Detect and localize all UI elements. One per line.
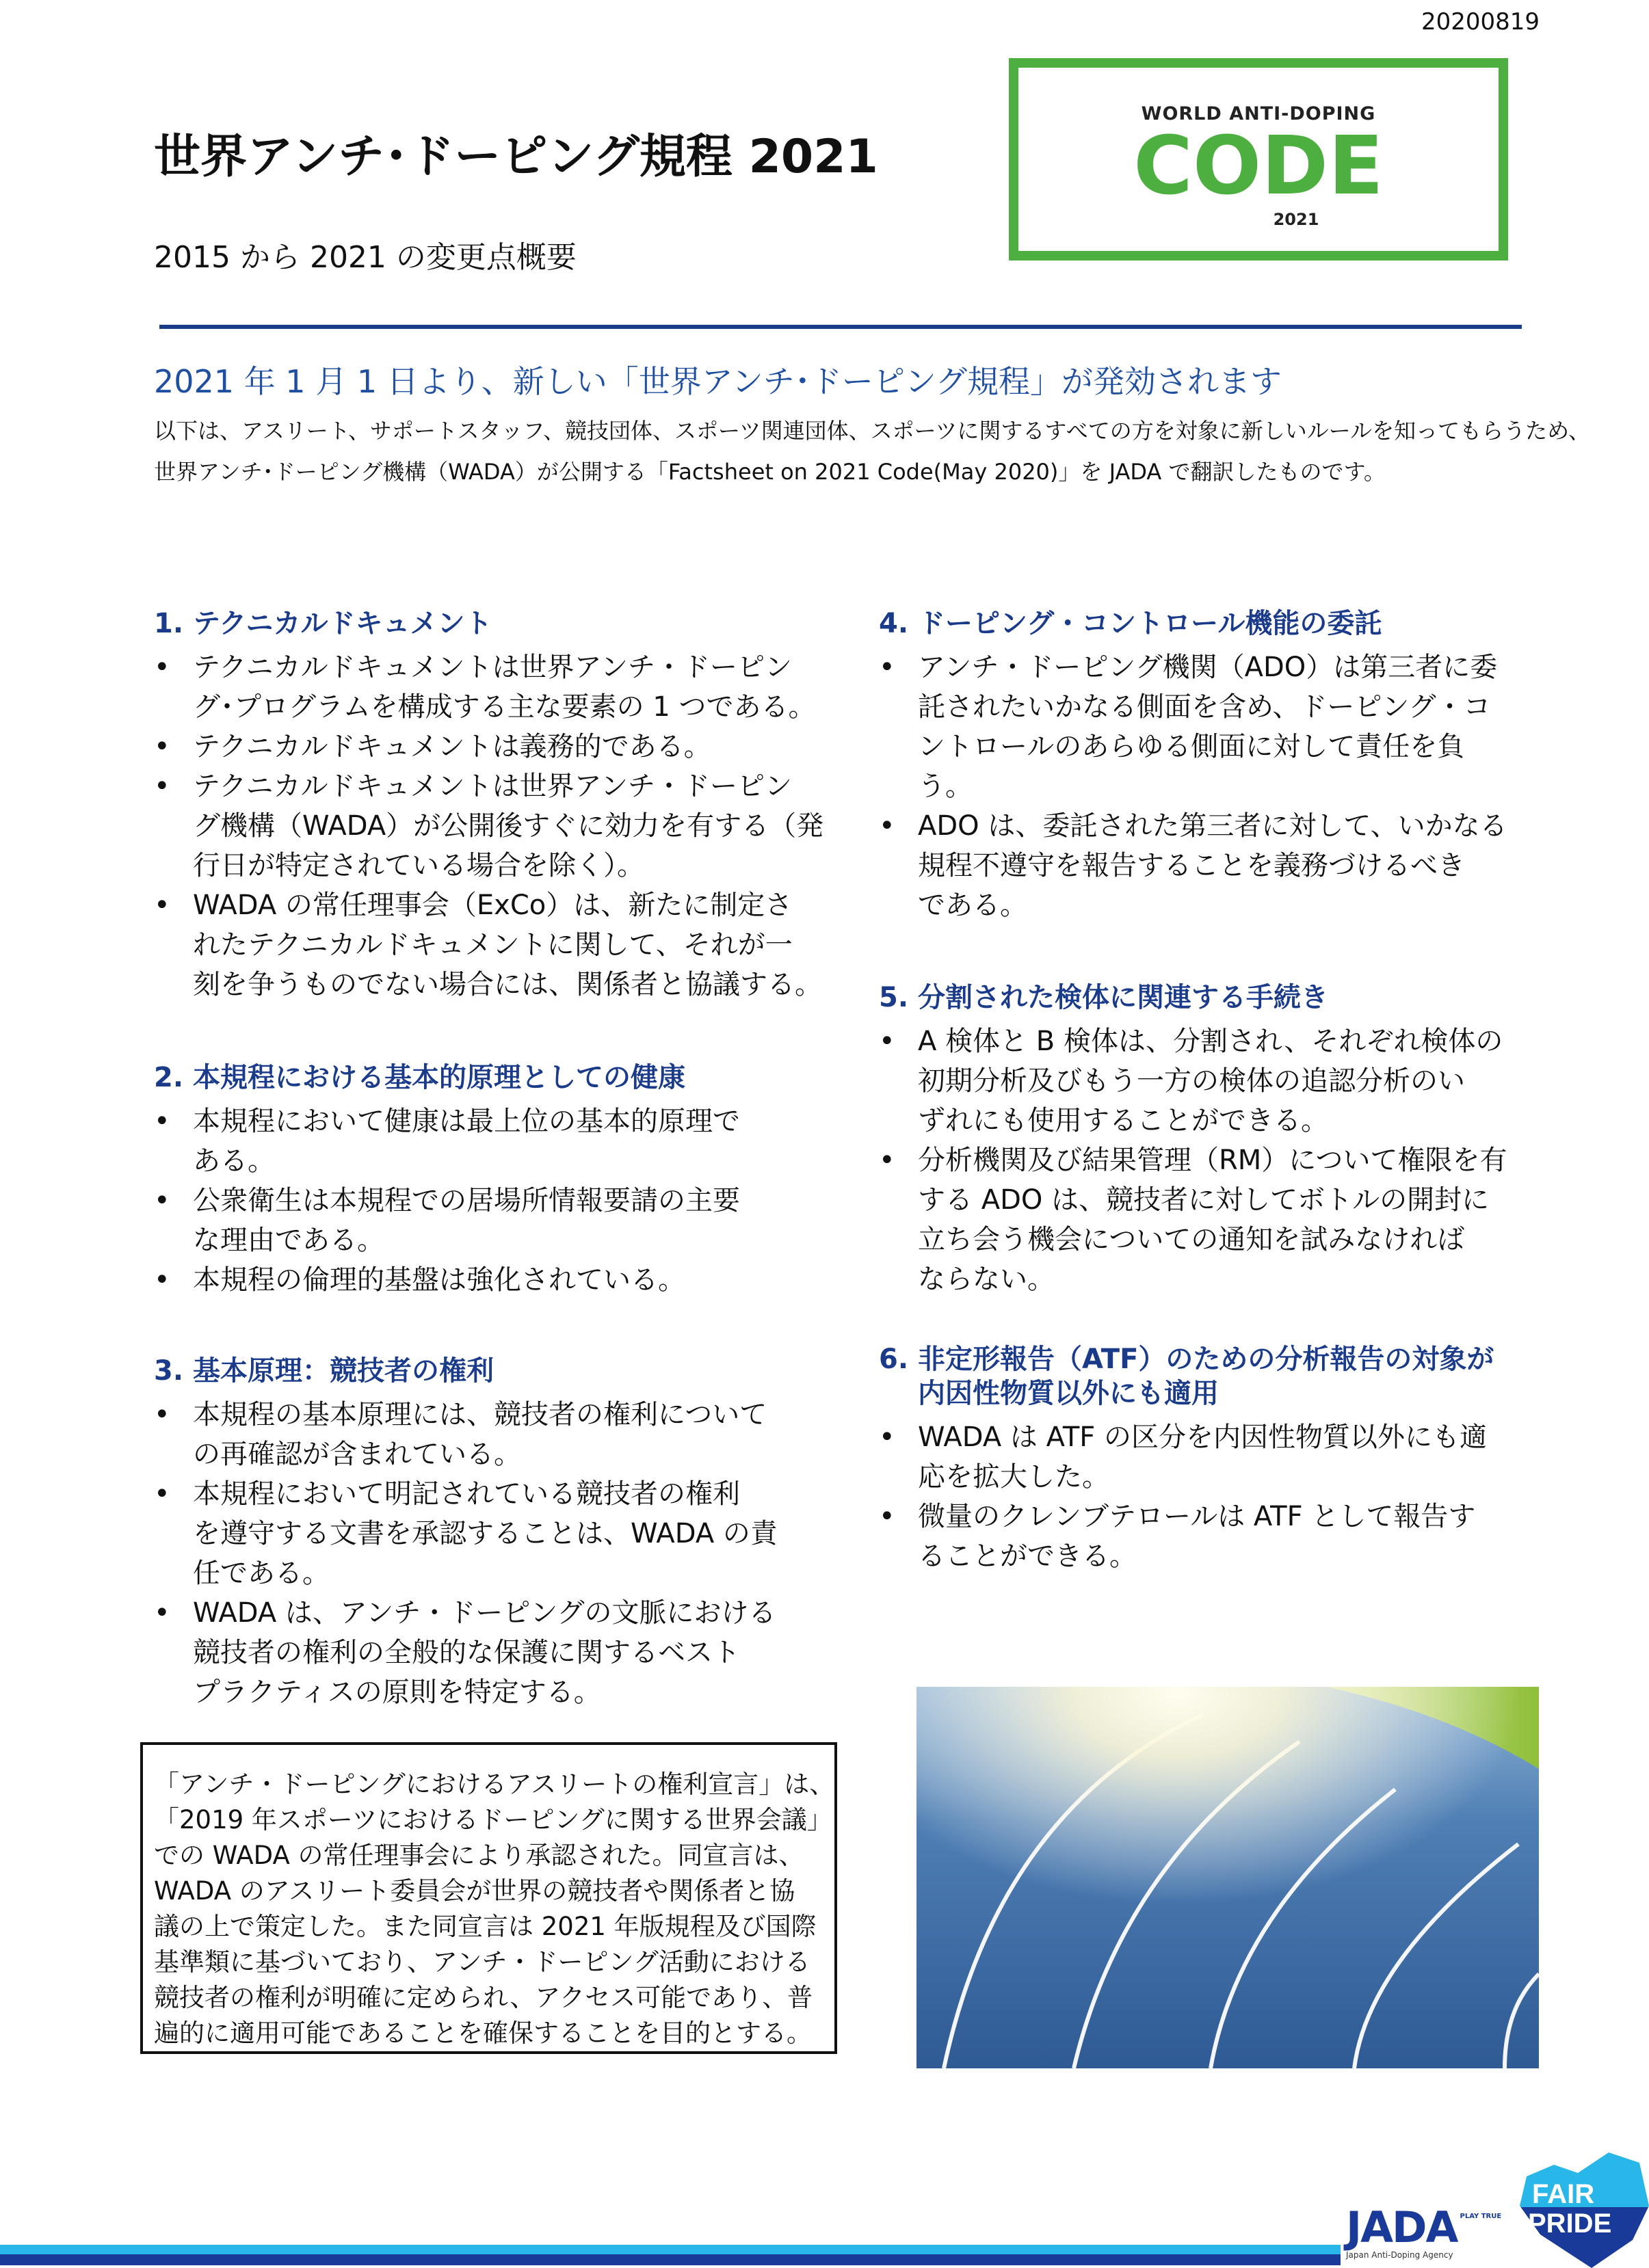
bullet-text-line: の再確認が含まれている。 bbox=[193, 1439, 521, 1470]
bullet-text-line: ることができる。 bbox=[918, 1540, 1137, 1572]
bullet-text-line: ADO は、委託された第三者に対して、いかなる bbox=[918, 810, 1507, 842]
wada-code-logo bbox=[1009, 58, 1508, 261]
bullet-text-line: 本規程において健康は最上位の基本的原理で bbox=[193, 1106, 740, 1137]
section-heading: 5. 分割された検体に関連する手続き bbox=[879, 982, 1328, 1013]
section-heading: 4. ドーピング・コントロール機能の委託 bbox=[879, 608, 1382, 639]
bullet-item bbox=[154, 727, 823, 766]
bullet-text-line: アンチ・ドーピング機関（ADO）は第三者に委 bbox=[918, 652, 1498, 683]
bullet-text-line: 分析機関及び結果管理（RM）について権限を有 bbox=[918, 1145, 1507, 1176]
bullet-item bbox=[154, 1474, 778, 1593]
section-heading: 1. テクニカルドキュメント bbox=[154, 608, 492, 639]
bullet-item bbox=[154, 1260, 740, 1300]
bullet-text-line: WADA は ATF の区分を内因性物質以外にも適 bbox=[918, 1422, 1488, 1453]
bullet-icon: • bbox=[154, 1597, 170, 1629]
bullet-text-line: WADA の常任理事会（ExCo）は、新たに制定さ bbox=[193, 890, 793, 921]
bullet-icon: • bbox=[154, 1399, 170, 1430]
bullet-icon: • bbox=[154, 1264, 170, 1296]
section-technical-documents bbox=[154, 606, 823, 1004]
section-delegation bbox=[879, 606, 1507, 925]
intro-line: 以下は、アスリート、サポートスタッフ、競技団体、スポーツ関連団体、スポーツに関するすべての方を対象に新しいルールを知ってもらうため、 bbox=[154, 418, 1590, 444]
note-text-line: 基準類に基づいており、アンチ・ドーピング活動における bbox=[154, 1947, 810, 1977]
bullet-text-line: 刻を争うものでない場合には、関係者と協議する。 bbox=[193, 969, 822, 1000]
bullet-text-line: テクニカルドキュメントは義務的である。 bbox=[193, 731, 711, 762]
section-split-samples bbox=[879, 980, 1507, 1299]
bullet-item bbox=[879, 1417, 1494, 1497]
logo-line1: WORLD ANTI-DOPING bbox=[1141, 103, 1376, 124]
section-heading: 6. 非定形報告（ATF）のための分析報告の対象が bbox=[879, 1344, 1494, 1375]
page-subtitle: 2015 から 2021 の変更点概要 bbox=[154, 240, 577, 275]
section-heading: 2. 本規程における基本的原理としての健康 bbox=[154, 1062, 685, 1093]
fair-text: FAIR bbox=[1532, 2179, 1595, 2209]
bullet-text-line: う。 bbox=[918, 771, 973, 802]
bullet-icon: • bbox=[879, 1145, 895, 1176]
bullet-text-line: 本規程の倫理的基盤は強化されている。 bbox=[193, 1264, 685, 1296]
logo-line3: 2021 bbox=[1273, 210, 1319, 229]
bullet-text-line: プラクティスの原則を特定する。 bbox=[193, 1677, 601, 1708]
note-text-line: 遍的に適用可能であることを確保することを目的とする。 bbox=[154, 2018, 812, 2048]
bullet-text-line: 規程不遵守を報告することを義務づけるべき bbox=[918, 850, 1465, 881]
section-health-principle bbox=[154, 1060, 740, 1300]
bullet-text-line: する ADO は、競技者に対してボトルの開封に bbox=[918, 1184, 1490, 1216]
bullet-text-line: ずれにも使用することができる。 bbox=[918, 1105, 1328, 1136]
jada-logo bbox=[1346, 2202, 1517, 2268]
note-text-line: 競技者の権利が明確に定められ、アクセス可能であり、普 bbox=[154, 1983, 813, 2012]
bullet-item bbox=[154, 1181, 740, 1260]
bullet-icon: • bbox=[154, 771, 170, 802]
jada-tagline: PLAY TRUE bbox=[1460, 2213, 1502, 2220]
bullet-icon: • bbox=[879, 1026, 895, 1057]
note-text-line: 「アンチ・ドーピングにおけるアスリートの権利宣言」は、 bbox=[154, 1770, 835, 1799]
note-text-line: 「2019 年スポーツにおけるドーピングに関する世界会議」 bbox=[154, 1805, 832, 1835]
intro-line: 世界アンチ･ドーピング機構（WADA）が公開する「Factsheet on 2021 Code(May 2020)」を JADA で翻訳したものです。 bbox=[154, 459, 1386, 485]
bullet-text-line: 託されたいかなる側面を含め、ドーピング・コ bbox=[918, 691, 1491, 723]
bullet-item bbox=[154, 648, 823, 727]
running-track-photo bbox=[916, 1687, 1539, 2068]
bullet-icon: • bbox=[879, 810, 895, 842]
bullet-text-line: ントロールのあらゆる側面に対して責任を負 bbox=[918, 731, 1465, 762]
bullet-text-line: グ･プログラムを構成する主な要素の 1 つである。 bbox=[193, 691, 816, 723]
note-text-line: での WADA の常任理事会により承認された。同宣言は、 bbox=[154, 1841, 804, 1870]
bullet-text-line: グ機構（WADA）が公開後すぐに効力を有する（発 bbox=[193, 810, 824, 842]
section-heading-continued: 内因性物質以外にも適用 bbox=[918, 1378, 1219, 1409]
bullet-icon: • bbox=[154, 652, 170, 683]
bullet-text-line: 応を拡大した。 bbox=[918, 1461, 1109, 1493]
bullet-icon: • bbox=[154, 1185, 170, 1216]
logo-line2: CODE bbox=[1133, 118, 1384, 213]
bullet-item bbox=[154, 766, 823, 885]
bullet-text-line: 本規程の基本原理には、競技者の権利について bbox=[193, 1399, 767, 1430]
bullet-icon: • bbox=[154, 890, 170, 921]
bullet-item bbox=[879, 1497, 1494, 1576]
bullet-text-line: 立ち会う機会についての通知を試みなければ bbox=[918, 1224, 1465, 1255]
bullet-text-line: である。 bbox=[918, 890, 1027, 921]
bullet-text-line: 競技者の権利の全般的な保護に関するベスト bbox=[193, 1637, 740, 1668]
bullet-item bbox=[879, 806, 1507, 925]
bullet-text-line: WADA は、アンチ・ドーピングの文脈における bbox=[193, 1597, 776, 1629]
bullet-item bbox=[154, 885, 823, 1004]
note-text-line: 議の上で策定した。また同宣言は 2021 年版規程及び国際 bbox=[154, 1912, 817, 1941]
bullet-text-line: ならない。 bbox=[918, 1264, 1055, 1295]
bullet-icon: • bbox=[879, 1422, 895, 1453]
bullet-icon: • bbox=[154, 1478, 170, 1510]
bullet-icon: • bbox=[879, 652, 895, 683]
footer-bar-dark bbox=[0, 2254, 1341, 2265]
page-title: 世界アンチ･ドーピング規程 2021 bbox=[154, 130, 878, 184]
bullet-text-line: 微量のクレンブテロールは ATF として報告す bbox=[918, 1501, 1476, 1532]
bullet-text-line: を遵守する文書を承認することは、WADA の責 bbox=[193, 1518, 778, 1549]
bullet-item bbox=[879, 1022, 1507, 1140]
bullet-item bbox=[154, 1593, 778, 1712]
footer-bar-light bbox=[0, 2245, 1341, 2254]
athlete-rights-note-box bbox=[140, 1742, 837, 2054]
jada-wordmark: JADA bbox=[1346, 2202, 1457, 2252]
bullet-text-line: ある。 bbox=[193, 1145, 275, 1177]
bullet-text-line: な理由である。 bbox=[193, 1225, 384, 1256]
divider bbox=[159, 325, 1522, 329]
document-date: 20200819 bbox=[1421, 8, 1540, 36]
bullet-item bbox=[154, 1395, 778, 1474]
jada-full-name: Japan Anti-Doping Agency bbox=[1346, 2250, 1453, 2260]
bullet-icon: • bbox=[154, 731, 170, 762]
bullet-icon: • bbox=[879, 1501, 895, 1532]
section-athlete-rights bbox=[154, 1354, 778, 1712]
bullet-text-line: 初期分析及びもう一方の検体の追認分析のい bbox=[918, 1065, 1465, 1097]
bullet-text-line: 公衆衛生は本規程での居場所情報要請の主要 bbox=[193, 1185, 740, 1216]
bullet-item bbox=[154, 1102, 740, 1181]
bullet-item bbox=[879, 1140, 1507, 1299]
bullet-text-line: 行日が特定されている場合を除く）。 bbox=[193, 850, 644, 881]
pride-text: PRIDE bbox=[1528, 2209, 1612, 2239]
bullet-icon: • bbox=[154, 1106, 170, 1137]
note-text-line: WADA のアスリート委員会が世界の競技者や関係者と協 bbox=[154, 1876, 795, 1906]
section-heading: 3. 基本原理：競技者の権利 bbox=[154, 1355, 494, 1387]
bullet-item bbox=[879, 648, 1507, 806]
fair-pride-heart-logo bbox=[1520, 2152, 1649, 2268]
bullet-text-line: れたテクニカルドキュメントに関して、それが一 bbox=[193, 929, 793, 961]
bullet-text-line: テクニカルドキュメントは世界アンチ・ドーピン bbox=[193, 771, 792, 802]
bullet-text-line: テクニカルドキュメントは世界アンチ・ドーピン bbox=[193, 652, 792, 683]
bullet-text-line: A 検体と B 検体は、分割され、それぞれ検体の bbox=[918, 1026, 1503, 1057]
section-atf-reporting bbox=[879, 1342, 1494, 1576]
bullet-text-line: 任である。 bbox=[193, 1558, 330, 1589]
lead-heading: 2021 年 1 月 1 日より、新しい「世界アンチ･ドーピング規程」が発効されます bbox=[154, 363, 1282, 400]
bullet-text-line: 本規程において明記されている競技者の権利 bbox=[193, 1478, 740, 1510]
